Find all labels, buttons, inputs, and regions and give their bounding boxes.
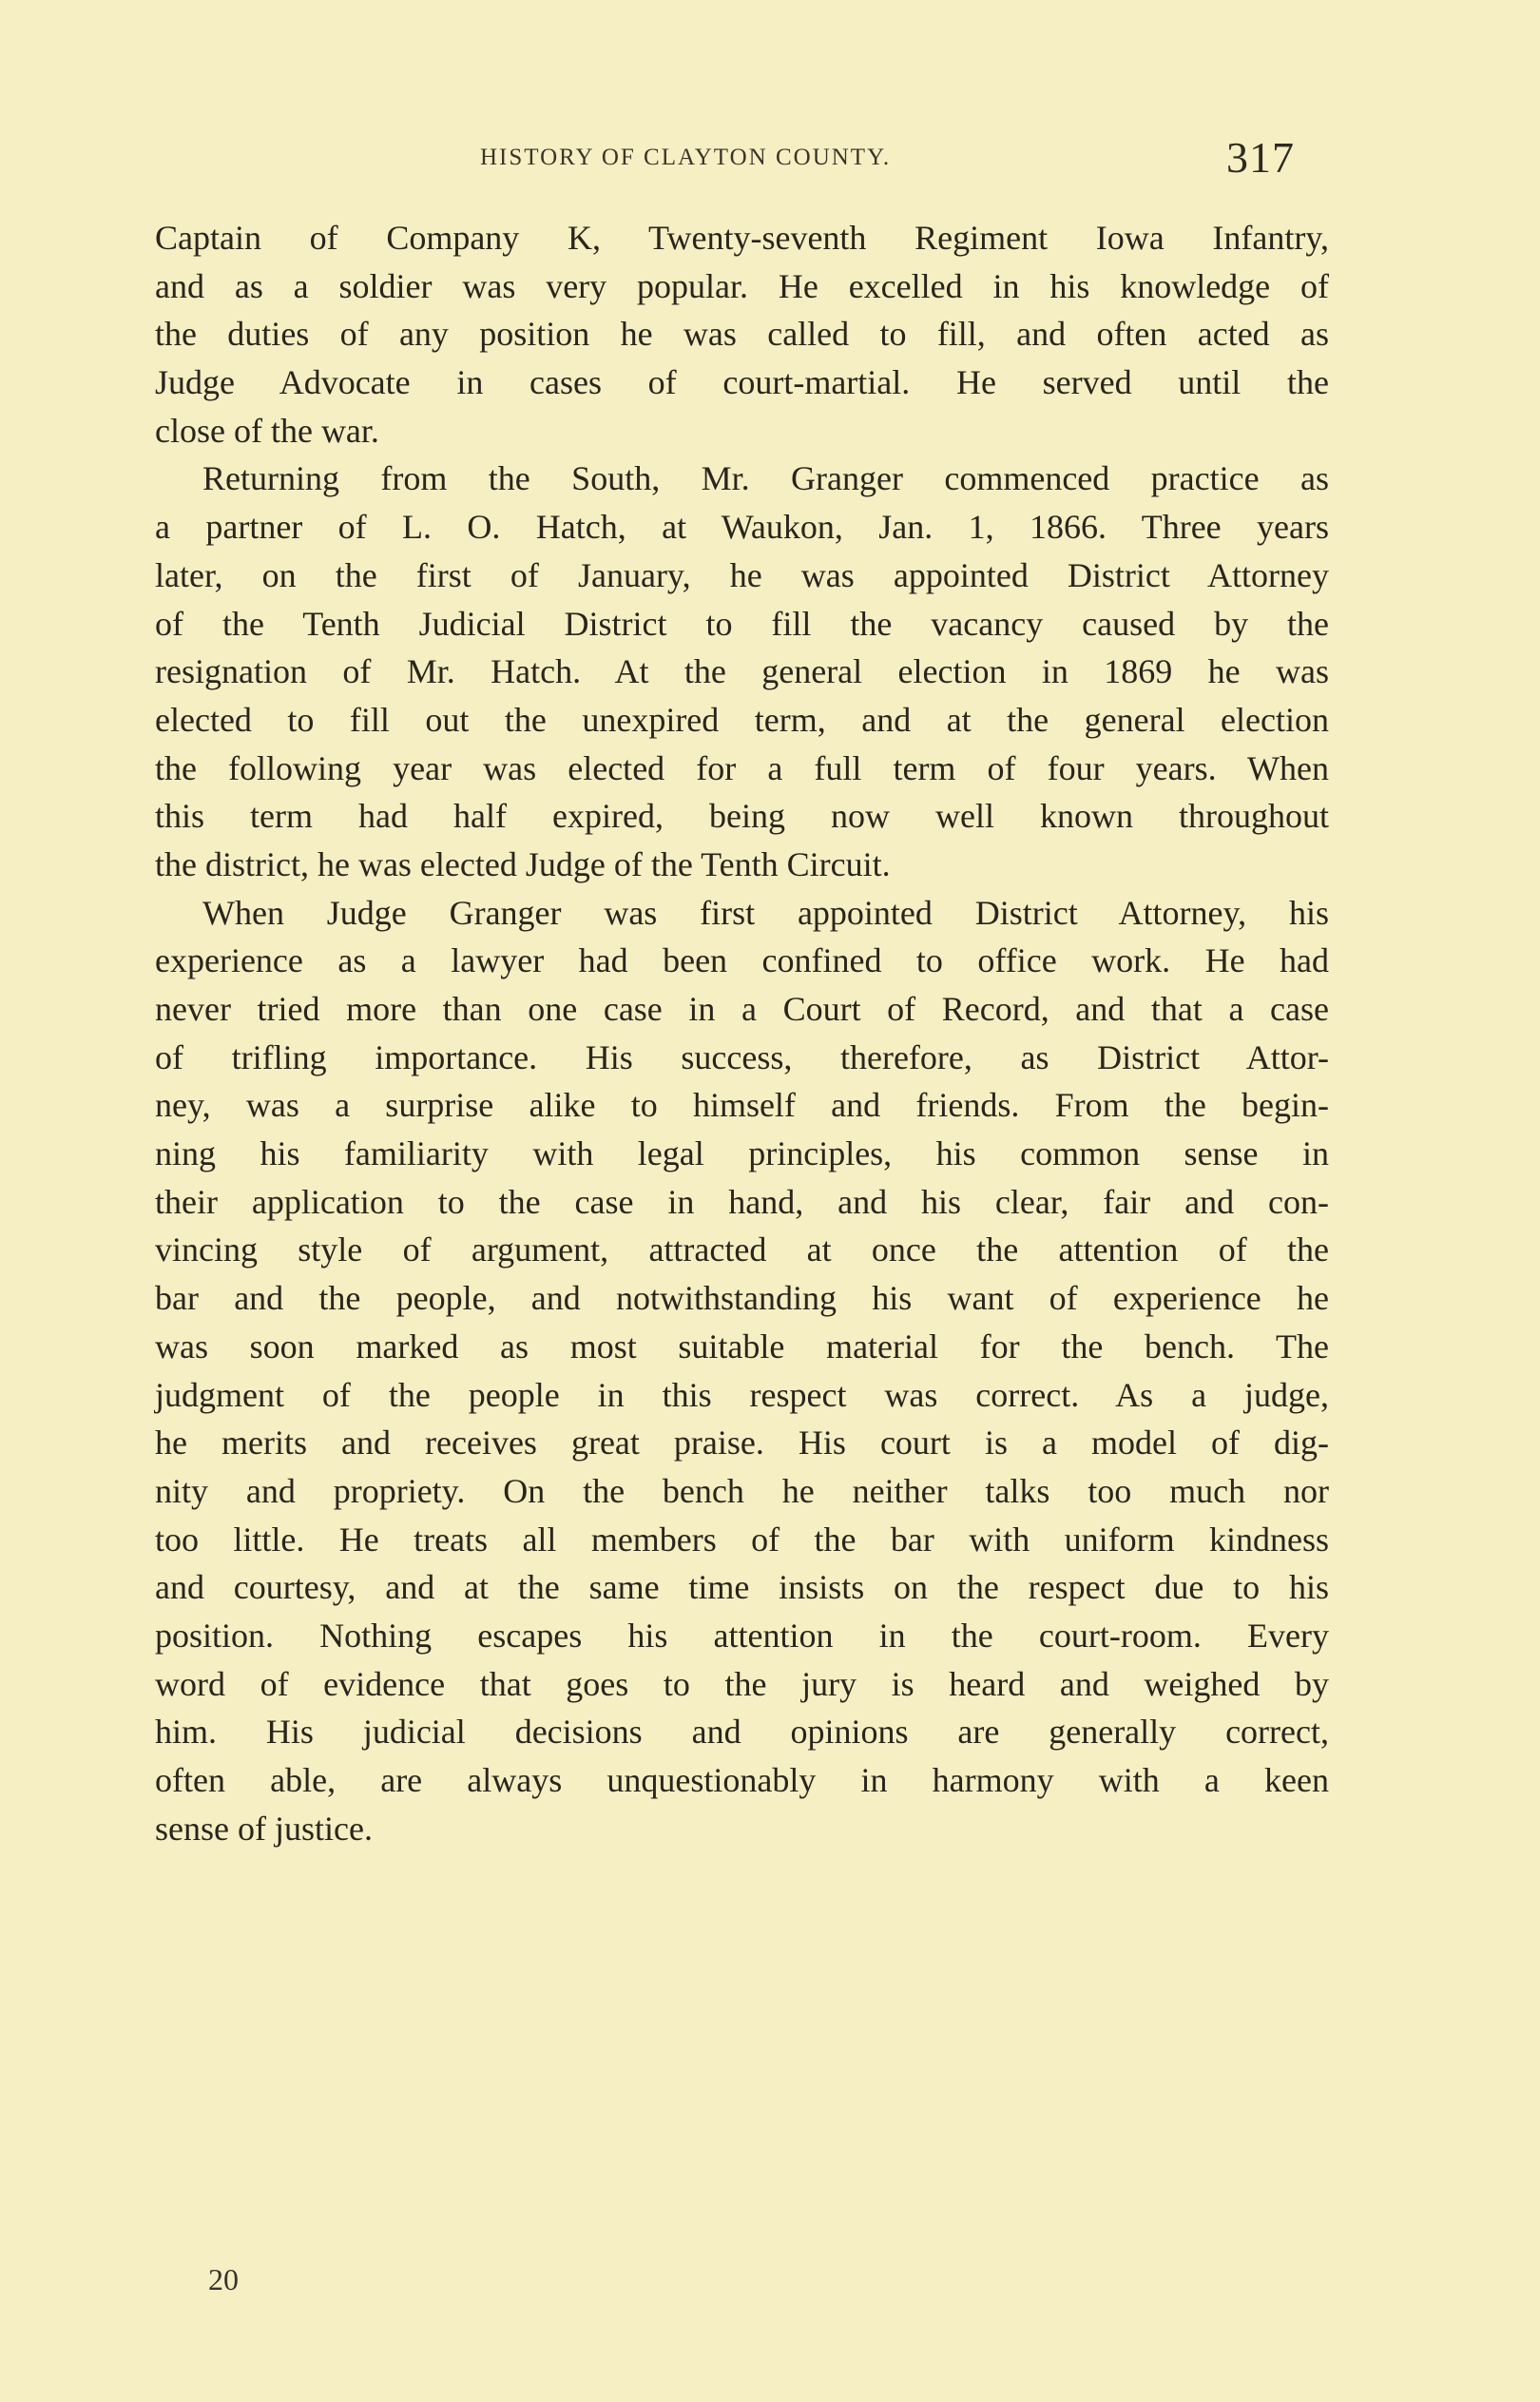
text-line: later, on the first of January, he was appointed District Attorney xyxy=(155,555,1329,594)
text-line: position. Nothing escapes his attention in the court-room. Every xyxy=(155,1616,1329,1655)
running-header-title: HISTORY OF CLAYTON COUNTY. xyxy=(480,145,892,170)
paragraph-start-line: Returning from the South, Mr. Granger commenced practice as xyxy=(202,459,1329,498)
text-line: vincing style of argument, attracted at once the attention of the xyxy=(155,1230,1329,1269)
text-line: of trifling importance. His success, therefore, as District Attor- xyxy=(155,1037,1329,1076)
text-line: sense of justice. xyxy=(155,1809,373,1848)
text-line: and courtesy, and at the same time insists on the respect due to his xyxy=(155,1568,1329,1607)
text-line: nity and propriety. On the bench he neither talks too much nor xyxy=(155,1471,1329,1510)
text-line: the duties of any position he was called to fill, and often acted as xyxy=(155,315,1329,354)
text-line: him. His judicial decisions and opinions are generally correct, xyxy=(155,1713,1329,1752)
text-line: their application to the case in hand, and his clear, fair and con- xyxy=(155,1182,1329,1221)
text-line: bar and the people, and notwithstanding his want of experience he xyxy=(155,1279,1329,1318)
text-line: judgment of the people in this respect was correct. As a judge, xyxy=(155,1375,1329,1414)
text-line: of the Tenth Judicial District to fill the vacancy caused by the xyxy=(155,604,1329,643)
text-line: the district, he was elected Judge of the Tenth Circuit. xyxy=(155,844,891,883)
text-line: often able, are always unquestionably in harmony with a keen xyxy=(155,1761,1329,1799)
text-line: never tried more than one case in a Court of Record, and that a case xyxy=(155,990,1329,1028)
text-line: word of evidence that goes to the jury is heard and weighed by xyxy=(155,1664,1329,1703)
signature-mark: 20 xyxy=(208,2262,239,2296)
text-line: Judge Advocate in cases of court-martial. He served until the xyxy=(155,363,1329,402)
text-line: too little. He treats all members of the bar with uniform kindness xyxy=(155,1520,1329,1559)
text-line: the following year was elected for a full term of four years. When xyxy=(155,748,1329,787)
page-number: 317 xyxy=(1226,133,1295,182)
text-line: elected to fill out the unexpired term, and at the general election xyxy=(155,700,1329,739)
body-text xyxy=(155,214,1329,1852)
text-line: he merits and receives great praise. His court is a model of dig- xyxy=(155,1424,1329,1463)
text-line: close of the war. xyxy=(155,411,379,450)
text-line: experience as a lawyer had been confined to office work. He had xyxy=(155,941,1329,980)
text-line: resignation of Mr. Hatch. At the general election in 1869 he was xyxy=(155,652,1329,691)
text-line: this term had half expired, being now well known throughout xyxy=(155,797,1329,836)
text-line: ney, was a surprise alike to himself and friends. From the begin- xyxy=(155,1086,1329,1125)
text-line: Captain of Company K, Twenty-seventh Regiment Iowa Infantry, xyxy=(155,219,1329,257)
text-line: was soon marked as most suitable material for the bench. The xyxy=(155,1327,1329,1366)
text-line: ning his familiarity with legal principles, his common sense in xyxy=(155,1134,1329,1173)
text-line: and as a soldier was very popular. He excelled in his knowledge of xyxy=(155,266,1329,305)
text-line: a partner of L. O. Hatch, at Waukon, Jan. 1, 1866. Three years xyxy=(155,508,1329,547)
paragraph-start-line: When Judge Granger was first appointed District Attorney, his xyxy=(202,893,1329,932)
